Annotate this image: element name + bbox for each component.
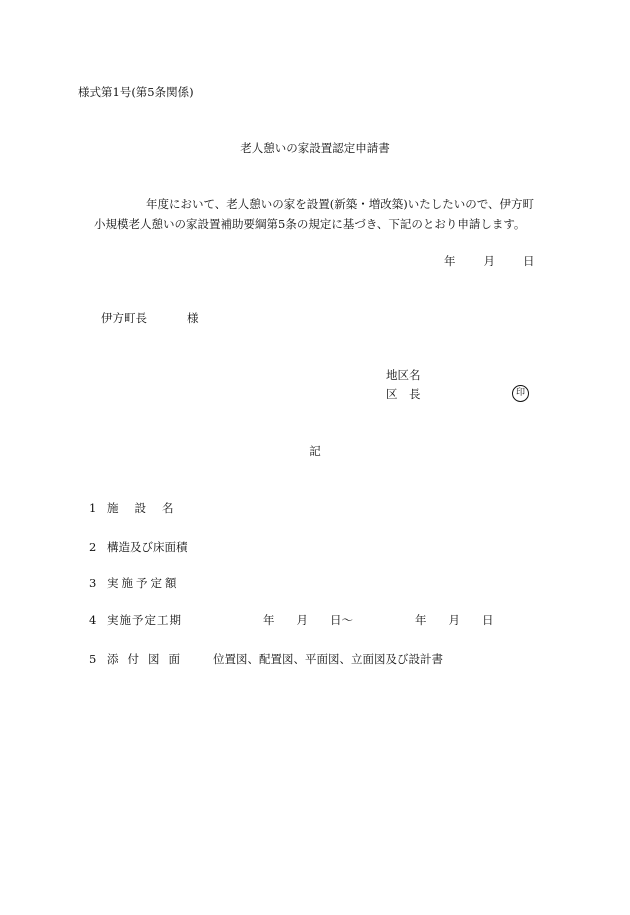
date-year: 年: [444, 254, 456, 268]
ki-heading: 記: [309, 444, 321, 458]
period-start-year: 年: [263, 613, 275, 627]
date-day: 日: [523, 254, 535, 268]
item-label: 実施予定額: [107, 576, 180, 590]
addressee: [101, 313, 199, 325]
item-label: 構造及び床面積: [107, 540, 188, 554]
construction-period: [263, 615, 494, 627]
item-label: 実施予定工期: [107, 613, 182, 627]
item-number: 2: [89, 540, 97, 554]
item-number: 4: [89, 613, 97, 627]
district-name-label: 地区名: [386, 368, 421, 382]
district-head-label: 区 長: [386, 387, 421, 401]
item-attached-drawings: [89, 654, 189, 666]
attachments-list: 位置図、配置図、平面図、立面図及び設計書: [213, 652, 443, 666]
addressee-name: 伊方町長: [101, 311, 147, 325]
item-number: 5: [89, 652, 97, 666]
period-start-day: 日〜: [330, 613, 353, 627]
period-end-year: 年: [415, 613, 427, 627]
item-structure-floor-area: [89, 542, 188, 554]
item-planned-amount: [89, 578, 180, 590]
application-date: [444, 256, 535, 268]
addressee-honorific: 様: [187, 311, 199, 325]
seal-mark: 印: [512, 385, 529, 402]
document-title: 老人憩いの家設置認定申請書: [240, 141, 390, 155]
date-month: 月: [483, 254, 495, 268]
item-planned-period: [89, 615, 182, 627]
item-facility-name: [89, 503, 190, 515]
period-end-month: 月: [448, 613, 460, 627]
form-number: 様式第1号(第5条関係): [78, 85, 194, 99]
item-label: 施設名: [107, 501, 190, 515]
body-text-line-2: 小規模老人憩いの家設置補助要綱第5条の規定に基づき、下記のとおり申請します。: [94, 217, 526, 231]
item-number: 3: [89, 576, 97, 590]
period-start-month: 月: [296, 613, 308, 627]
item-label: 添付図面: [107, 652, 189, 666]
item-number: 1: [89, 501, 97, 515]
period-end-day: 日: [482, 613, 494, 627]
body-text-line-1: 年度において、老人憩いの家を設置(新築・増改築)いたしたいので、伊方町: [146, 197, 535, 211]
